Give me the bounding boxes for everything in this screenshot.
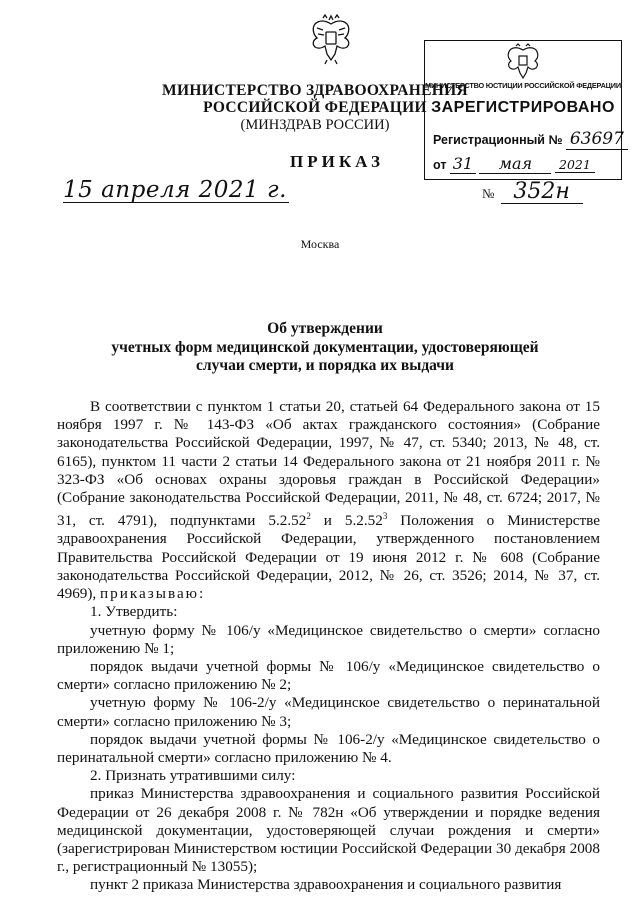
preamble-order-word: приказываю: [100,585,206,603]
item-1c: учетную форму № 106-2/у «Медицинское свидетельство о перинатальной смерти» согласно приложению № 3; [57,694,600,730]
order-number-prefix: № [482,186,495,201]
item-1-heading: 1. Утвердить: [90,603,178,621]
stamp-eagle-icon [505,43,541,81]
order-number [482,181,583,204]
item-2-heading: 2. Признать утратившими силу: [90,767,296,785]
stamp-reg-label: Регистрационный № [433,133,563,147]
stamp-date-prefix: от [433,158,447,172]
preamble-sup-2: 3 [382,511,388,522]
item-2b: пункт 2 приказа Министерства здравоохранения и социального развития [90,876,562,894]
item-1b: порядок выдачи учетной формы № 106/у «Медицинское свидетельство о смерти» согласно приложению № 2; [57,657,600,694]
document-body [57,398,600,895]
coat-of-arms-emblem [309,14,353,66]
preamble-paragraph [57,398,600,603]
stamp-date-line [433,154,595,174]
stamp-date-year: 2021 [555,157,595,173]
document-title-line1: Об утверждении [267,320,383,337]
ministry-name-line1: МИНИСТЕРСТВО ЗДРАВООХРАНЕНИЯ [162,82,468,99]
ministry-short-name: (МИНЗДРАВ РОССИИ) [240,117,390,133]
document-title [80,320,570,376]
order-date: 15 апреля 2021 г. [63,177,287,203]
preamble-text-mid2: Положения о Министерстве здравоохранения Российской Федерации, утвержденного постановлением Правительства Российской Федерации от 19 июня 2012 г. № 608 (Собрание законодательства Российской Федерации, 2012, № 26, ст. 3526; 2014, № 37, ст. 4969), [57,512,601,603]
stamp-date-month: мая [479,154,551,174]
preamble-text-mid1: и 5.2.52 [310,512,383,530]
stamp-registration-line [433,129,628,150]
ministry-name-line2: РОССИЙСКОЙ ФЕДЕРАЦИИ [203,99,427,116]
preamble-sup-1: 2 [306,511,311,522]
document-title-line2: учетных форм медицинской документации, удостоверяющей [111,338,539,356]
preamble-text: В соответствии с пунктом 1 статьи 20, статьей 64 Федерального закона от 15 ноября 1997 г. № 143-ФЗ «Об актах гражданского состояния» (Собрание законодательства Российской Федерации, 1997, № 47, ст. 5340; 2013, № 48, ст. 6165), пунктом 11 части 2 статьи 14 Федерального закона от 21 ноября 2011 г. № 323-ФЗ «Об основах охраны здоровья граждан в Российской Федерации» (Собрание законодательства Российской Федерации, 2011, № 48, ст. 6724; 2017, № 31, ст. 4791), подпунктами 5.2.52 [57,398,600,530]
order-heading: ПРИКАЗ [290,152,384,171]
item-1a: учетную форму № 106/у «Медицинское свидетельство о смерти» согласно приложению № 1; [57,621,600,657]
stamp-organization: МИНИСТЕРСТВО ЮСТИЦИИ РОССИЙСКОЙ ФЕДЕРАЦИИ [425,81,621,90]
stamp-date-day: 31 [450,154,476,174]
city: Москва [300,237,340,251]
stamp-registered-title: ЗАРЕГИСТРИРОВАНО [431,99,615,116]
item-1d: порядок выдачи учетной формы № 106-2/у «Медицинское свидетельство о перинатальной смерти» согласно приложению № 4. [57,730,600,766]
document-title-line3: случаи смерти, и порядка их выдачи [196,357,454,374]
stamp-reg-number: 63697 [566,129,628,150]
item-2a: приказ Министерства здравоохранения и социального развития Российской Федерации от 26 декабря 2008 г. № 782н «Об утверждении и порядке ведения медицинской документации, удостоверяющей случаи рождения и смерти» (зарегистрирован Министерством юстиции Российской Федерации 30 декабря 2008 г., регистрационный № 13055); [57,785,600,876]
order-number-value: 352н [501,181,583,204]
registration-stamp [424,40,622,180]
